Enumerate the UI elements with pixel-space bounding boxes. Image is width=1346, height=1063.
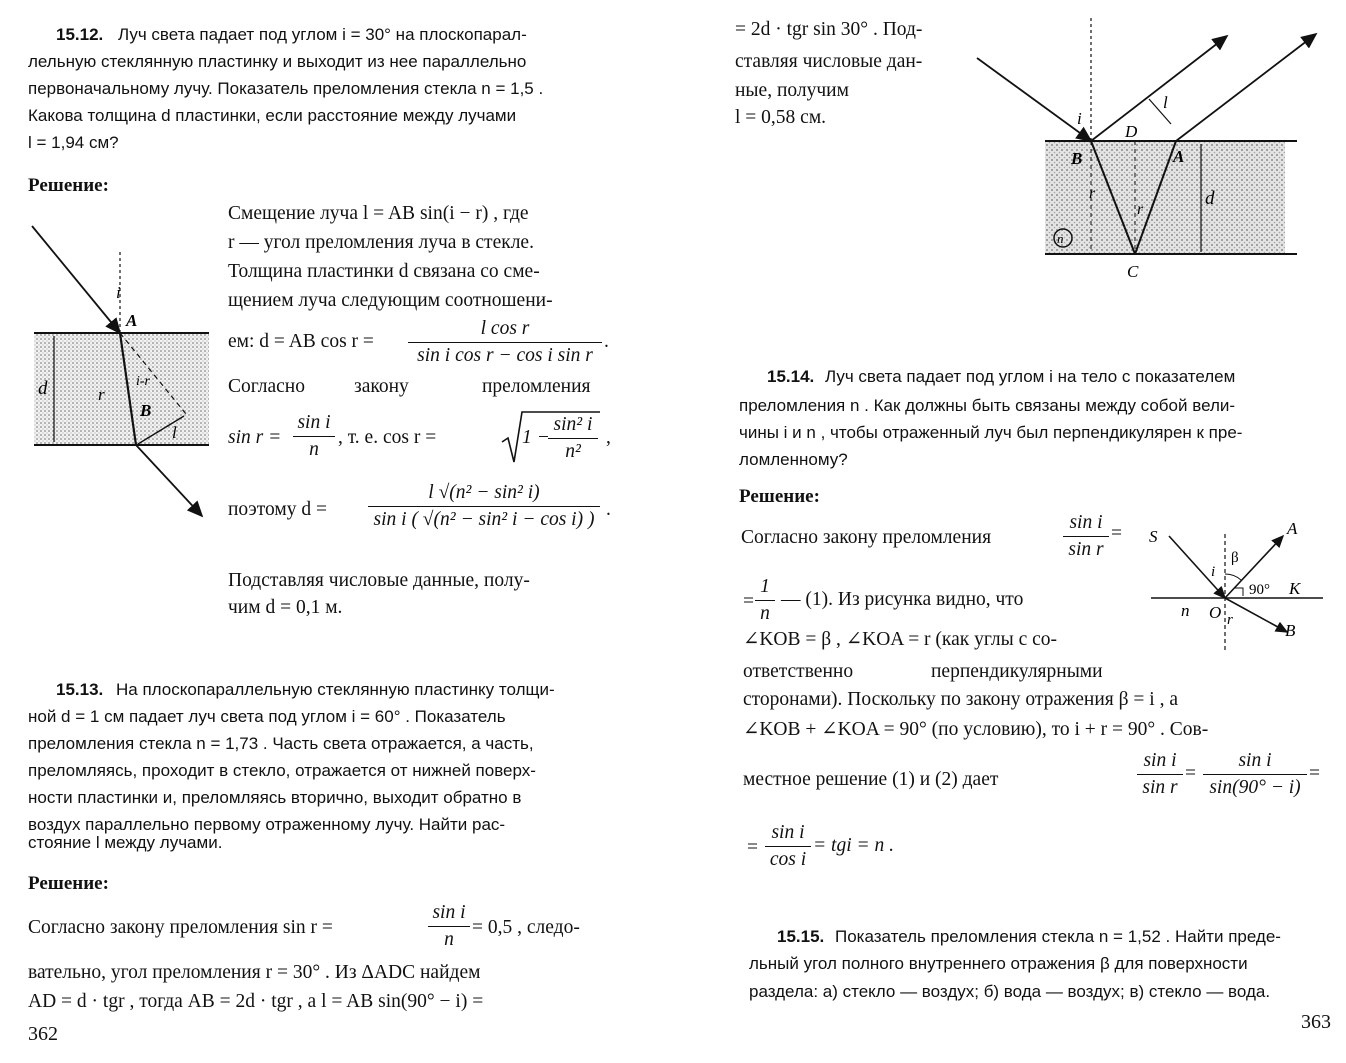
fraction-bar [1203,774,1307,775]
problem-text-line: льный угол полного внутреннего отражения β для поверхности [749,954,1248,973]
equals-sign: = [1309,763,1320,784]
incident-ray [977,58,1091,141]
solution-line: местное решение (1) и (2) дает [743,769,999,790]
label-r: r [98,385,105,404]
solution-line: = 0,5 , следо- [472,917,580,938]
reflected-ray-1 [1091,36,1227,141]
problem-text-line: преломления стекла n = 1,73 . Часть света отражается, а часть, [28,734,534,753]
solution-line: вательно, угол преломления r = 30° . Из ΔADC найдем [28,962,481,983]
problem-text-line: чины i и n , чтобы отраженный луч был перпендикулярен к пре- [739,423,1243,442]
problem-number-15-15: 15.15. [777,927,825,946]
label-i: i [1211,564,1216,580]
problem-text-line: На плоскопараллельную стеклянную пластинку толщи- [116,680,555,699]
problem-text-line: ности пластинки и, преломляясь вторично, выходит обратно в [28,788,522,807]
problem-text-line: преломления n . Как должны быть связаны между собой вели- [739,396,1236,415]
figure-plate-reflection [971,14,1333,286]
label-l: l [1163,93,1168,112]
solution-line: l = 0,58 см. [735,107,827,128]
fraction-one-over-n [755,576,775,625]
label-K: K [1289,579,1301,598]
fraction-denominator: n² [565,441,581,462]
problem-text-line: первоначальному лучу. Показатель преломления стекла n = 1,5 . [28,79,544,98]
equals-sign: = [747,837,758,858]
fraction-bar [408,342,602,343]
solution-line: — (1). Из рисунка видно, что [781,589,1024,610]
fraction-numerator: 1 [760,576,770,597]
problem-text-line: l = 1,94 см? [28,133,119,152]
problem-number-15-12: 15.12. [56,25,104,44]
root-one-minus: 1 − [522,427,550,448]
emergent-ray [136,445,202,516]
problem-text-line: Луч света падает под углом i = 30° на плоскопарал- [118,25,527,44]
problem-number-15-14: 15.14. [767,367,815,386]
solution-word: закону [354,376,409,397]
solution-line: Смещение луча l = AB sin(i − r) , где [228,203,529,224]
fraction-denominator: sin i cos r − cos i sin r [417,345,593,366]
punct: . [606,499,611,520]
solution-line: сторонами). Поскольку по закону отражения β = i , а [743,689,1178,710]
fraction-denominator: sin(90° − i) [1209,777,1301,798]
formula-cosr: , т. е. cos r = [338,427,437,448]
label-B: B [140,401,152,420]
label-d: d [38,378,48,399]
solution-line: Толщина пластинки d связана со сме- [228,261,540,282]
problem-text-line: Показатель преломления стекла n = 1,52 . Найти преде- [835,927,1281,946]
label-A: A [1287,519,1298,538]
fraction-d-final [368,482,600,531]
label-r: r [1137,201,1144,218]
solution-heading: Решение: [739,486,820,507]
fraction-bar [293,436,335,437]
label-n: n [1181,601,1190,620]
solution-heading: Решение: [28,873,109,894]
problem-text-line: стояние l между лучами. [28,833,223,852]
fraction-denominator: sin i ( √(n² − sin² i − cos i) ) [373,509,595,530]
fraction-combined-1 [1137,750,1183,799]
label-r: r [1227,612,1233,628]
fraction-denominator: n [309,439,319,460]
fraction-sinr [293,412,335,461]
fraction-numerator: sin i [1069,512,1103,533]
right-page [673,0,1346,1063]
fraction-denominator: n [444,929,454,950]
fraction-d [408,318,602,367]
equals-sign: = [1185,763,1196,784]
formula-d-prefix: ем: d = AB cos r = [228,331,374,352]
fraction-denominator: sin r [1142,777,1178,798]
label-C: C [1127,262,1139,281]
label-B: B [1071,149,1083,168]
angle-beta-arc [1225,574,1241,580]
formula-d-final-prefix: поэтому d = [228,499,328,520]
solution-line: r — угол преломления луча в стекле. [228,232,534,253]
label-A: A [1173,147,1185,166]
fraction-numerator: sin i [297,412,331,433]
solution-word: ответственно [743,661,854,682]
right-angle-mark [1235,588,1243,596]
reflected-ray-2 [1176,34,1316,141]
punct: = [1111,523,1122,544]
solution-line: щением луча следующим соотношени- [228,290,553,311]
label-n: n [1057,231,1064,246]
label-B: B [1285,621,1296,640]
label-O: O [1209,603,1222,622]
fraction-bar [765,846,811,847]
fraction-combined-2 [1203,750,1307,799]
fraction-numerator: sin² i [553,414,593,435]
solution-line: = 2d · tgr sin 30° . Под- [735,19,923,40]
fraction-bar [368,506,600,507]
label-i: i [1077,109,1082,128]
label-i: i [116,283,121,302]
fraction-bar [548,438,598,439]
solution-word: перпендикулярными [931,661,1103,682]
fraction-numerator: l cos r [480,318,530,339]
fraction-bar [1063,536,1109,537]
punct: . [604,331,609,352]
equals-sign: = [743,591,754,612]
refracted-ray [1225,598,1287,632]
label-beta: β [1231,550,1239,566]
solution-line: ные, получим [735,80,849,101]
fraction-bar [428,926,470,927]
problem-text-line: воздух параллельно первому отраженному лучу. Найти рас- [28,815,506,834]
label-A: A [126,311,138,330]
problem-text-line: Луч света падает под углом i на тело с показателем [825,367,1236,386]
fraction-root [548,414,598,463]
label-90-degrees: 90° [1249,582,1270,598]
label-l: l [172,423,177,442]
fraction-denominator: sin r [1068,539,1104,560]
solution-line: AD = d · tgr , тогда AB = 2d · tgr , а l = AB sin(90° − i) = [28,991,484,1012]
problem-text-line: раздела: а) стекло — воздух; б) вода — воздух; в) стекло — вода. [749,982,1271,1001]
problem-text-line: лельную стеклянную пластинку и выходит из нее параллельно [28,52,527,71]
figure-reflection-refraction [1147,512,1337,658]
fraction-bar [1137,774,1183,775]
solution-line: = tgi = n . [813,835,895,856]
fraction-numerator: sin i [1238,750,1272,771]
solution-heading: Решение: [28,175,109,196]
fraction-snell [1063,512,1109,561]
problem-text-line: ломленному? [739,450,848,469]
fraction-numerator: sin i [771,822,805,843]
label-d: d [1205,188,1215,209]
solution-line: ∠KOB = β , ∠KOA = r (как углы с со- [743,629,1057,650]
fraction-tan [765,822,811,871]
fraction-numerator: l √(n² − sin² i) [428,482,540,503]
label-i-minus-r: i-r [136,374,150,389]
problem-text-line: Какова толщина d пластинки, если расстояние между лучами [28,106,517,125]
solution-line: чим d = 0,1 м. [228,597,343,618]
solution-line: ∠KOB + ∠KOA = 90° (по условию), то i + r = 90° . Сов- [743,719,1209,740]
fraction-bar [755,600,775,601]
solution-line: Согласно закону преломления sin r = [28,917,333,938]
punct: , [606,427,611,448]
fraction-denominator: cos i [769,849,807,870]
incident-ray [32,226,120,333]
solution-line: ставляя числовые дан- [735,51,923,72]
fraction-sinr-2 [428,902,470,951]
solution-word: преломления [482,376,591,397]
fraction-numerator: sin i [432,902,466,923]
problem-text-line: преломляясь, проходит в стекло, отражается от нижней поверх- [28,761,536,780]
problem-text-line: ной d = 1 см падает луч света под углом i = 60° . Показатель [28,707,506,726]
fraction-numerator: sin i [1143,750,1177,771]
fraction-denominator: n [760,603,770,624]
solution-word: Согласно [228,376,305,397]
label-S: S [1149,527,1158,546]
solution-line: Подставляя числовые данные, полу- [228,570,530,591]
formula-sinr: sin r = [228,427,282,448]
label-r: r [1089,185,1096,202]
page-number: 362 [28,1023,58,1045]
figure-plate-refraction [28,218,218,518]
label-D: D [1125,122,1138,141]
solution-line: Согласно закону преломления [741,527,992,548]
incident-ray [1169,536,1225,598]
page-number: 363 [1301,1011,1331,1033]
problem-number-15-13: 15.13. [56,680,104,699]
